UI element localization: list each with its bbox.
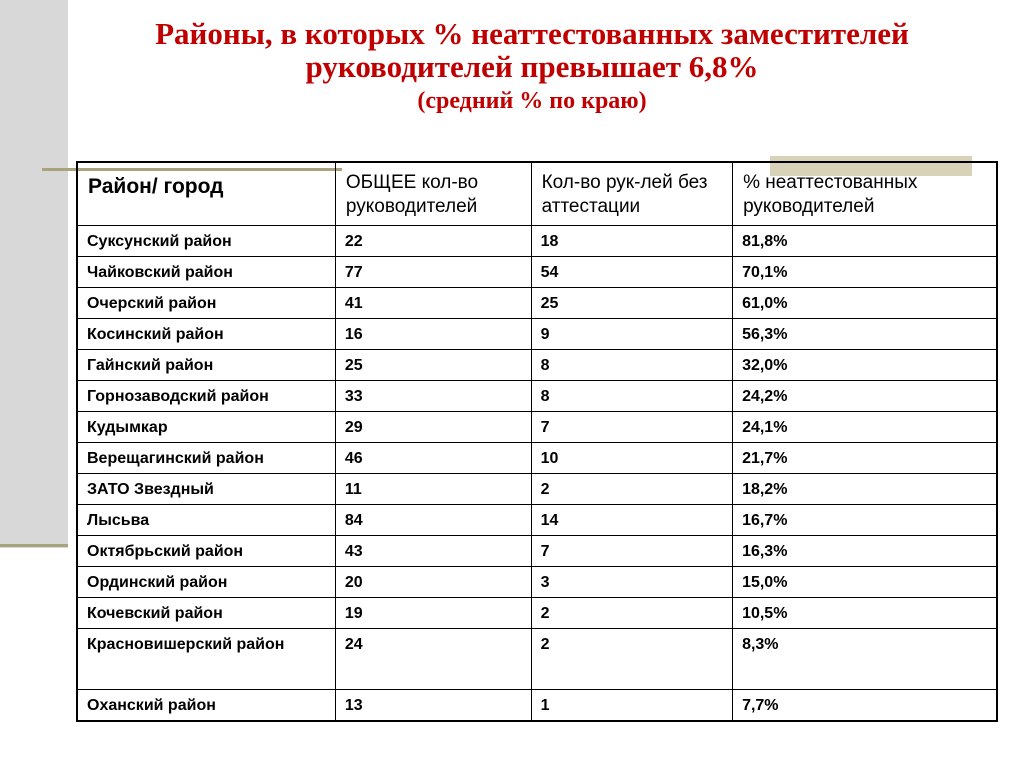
cell-district: Октябрьский район	[77, 536, 335, 567]
table-row	[77, 505, 997, 536]
table-row	[77, 690, 997, 721]
side-band	[0, 0, 68, 548]
header-row	[77, 162, 997, 226]
cell-total: 33	[335, 381, 531, 412]
cell-district: Чайковский район	[77, 257, 335, 288]
cell-percent: 8,3%	[733, 629, 997, 690]
table-row	[77, 567, 997, 598]
cell-percent: 16,7%	[733, 505, 997, 536]
cell-total: 29	[335, 412, 531, 443]
cell-district: Красновишерский район	[77, 629, 335, 690]
table-row	[77, 288, 997, 319]
cell-unattested: 7	[531, 412, 732, 443]
cell-percent: 10,5%	[733, 598, 997, 629]
cell-unattested: 7	[531, 536, 732, 567]
cell-district: Оханский район	[77, 690, 335, 721]
cell-district: Кочевский район	[77, 598, 335, 629]
cell-unattested: 2	[531, 629, 732, 690]
cell-unattested: 8	[531, 381, 732, 412]
table-row	[77, 226, 997, 257]
cell-percent: 18,2%	[733, 474, 997, 505]
cell-total: 11	[335, 474, 531, 505]
table-row	[77, 381, 997, 412]
cell-unattested: 3	[531, 567, 732, 598]
cell-district: Очерский район	[77, 288, 335, 319]
cell-unattested: 10	[531, 443, 732, 474]
cell-unattested: 9	[531, 319, 732, 350]
cell-percent: 56,3%	[733, 319, 997, 350]
cell-total: 19	[335, 598, 531, 629]
cell-district: ЗАТО Звездный	[77, 474, 335, 505]
decorative-line-bottom	[0, 544, 68, 547]
table-row	[77, 536, 997, 567]
cell-total: 16	[335, 319, 531, 350]
districts-table	[76, 161, 998, 722]
cell-district: Суксунский район	[77, 226, 335, 257]
table-row	[77, 350, 997, 381]
cell-total: 43	[335, 536, 531, 567]
cell-unattested: 54	[531, 257, 732, 288]
table-row	[77, 257, 997, 288]
cell-district: Верещагинский район	[77, 443, 335, 474]
cell-total: 24	[335, 629, 531, 690]
header-district: Район/ город	[77, 162, 335, 226]
cell-unattested: 2	[531, 598, 732, 629]
table-row	[77, 598, 997, 629]
cell-percent: 70,1%	[733, 257, 997, 288]
cell-unattested: 14	[531, 505, 732, 536]
table-row	[77, 443, 997, 474]
header-total-managers: ОБЩЕЕ кол-во руководителей	[335, 162, 531, 226]
cell-total: 46	[335, 443, 531, 474]
cell-total: 41	[335, 288, 531, 319]
cell-total: 22	[335, 226, 531, 257]
title-line-1: Районы, в которых % неаттестованных заместителей	[155, 16, 909, 51]
cell-total: 84	[335, 505, 531, 536]
table-header	[77, 162, 997, 226]
cell-unattested: 25	[531, 288, 732, 319]
cell-percent: 24,1%	[733, 412, 997, 443]
cell-district: Кудымкар	[77, 412, 335, 443]
cell-district: Лысьва	[77, 505, 335, 536]
table-row	[77, 474, 997, 505]
cell-unattested: 18	[531, 226, 732, 257]
table-row	[77, 319, 997, 350]
title-subtitle: (средний % по краю)	[417, 88, 647, 115]
cell-unattested: 2	[531, 474, 732, 505]
cell-percent: 7,7%	[733, 690, 997, 721]
cell-district: Косинский район	[77, 319, 335, 350]
cell-percent: 21,7%	[733, 443, 997, 474]
cell-unattested: 8	[531, 350, 732, 381]
header-percent-unattested: % неаттестованных руководителей	[733, 162, 997, 226]
title-line-2: руководителей превышает 6,8%	[305, 48, 759, 84]
cell-percent: 24,2%	[733, 381, 997, 412]
cell-total: 77	[335, 257, 531, 288]
cell-district: Горнозаводский район	[77, 381, 335, 412]
slide-title	[80, 18, 984, 114]
table-row	[77, 629, 997, 690]
cell-total: 20	[335, 567, 531, 598]
table-body	[77, 226, 997, 721]
cell-total: 13	[335, 690, 531, 721]
cell-total: 25	[335, 350, 531, 381]
cell-percent: 16,3%	[733, 536, 997, 567]
cell-percent: 81,8%	[733, 226, 997, 257]
cell-percent: 32,0%	[733, 350, 997, 381]
cell-district: Ординский район	[77, 567, 335, 598]
cell-district: Гайнский район	[77, 350, 335, 381]
cell-unattested: 1	[531, 690, 732, 721]
table-row	[77, 412, 997, 443]
cell-percent: 15,0%	[733, 567, 997, 598]
cell-percent: 61,0%	[733, 288, 997, 319]
header-without-attestation: Кол-во рук-лей без аттестации	[531, 162, 732, 226]
